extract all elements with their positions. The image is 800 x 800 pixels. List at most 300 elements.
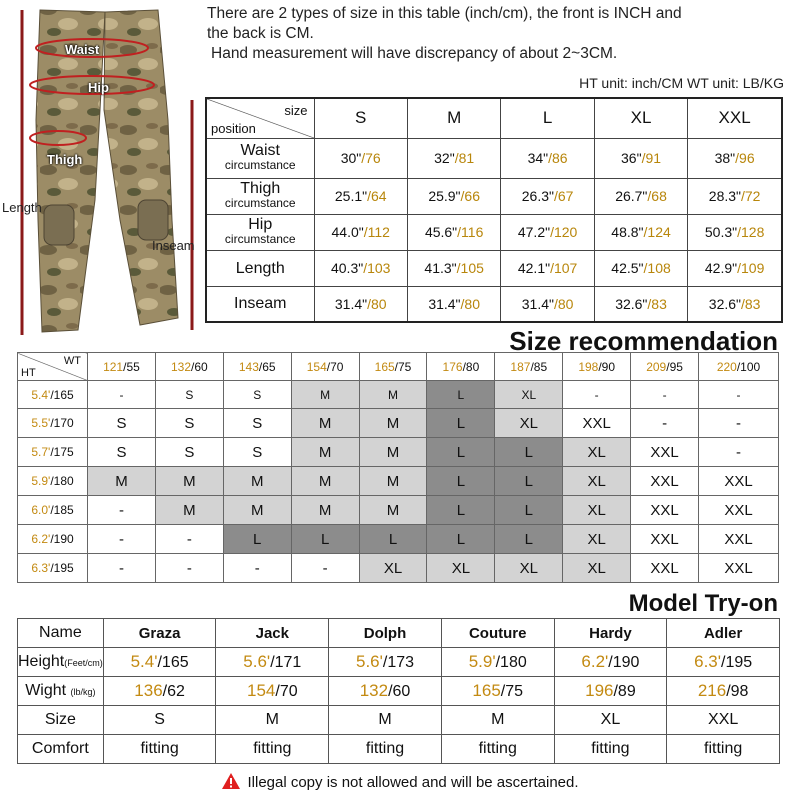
size-value-cell: [314, 214, 407, 250]
weight-lb: 132: [359, 681, 389, 700]
inch-value: 47.2": [517, 224, 551, 240]
size-corner-cell: [206, 98, 314, 138]
height-header-cell: [18, 467, 88, 496]
cm-value: /112: [363, 224, 390, 240]
hip-label: Hip: [88, 80, 109, 95]
size-value-cell: [501, 214, 594, 250]
rec-corner-cell: [18, 353, 88, 381]
intro-text: [207, 4, 797, 64]
rec-size-cell: L: [427, 496, 495, 525]
weight-lb: 209: [646, 359, 667, 374]
rec-size-cell: S: [88, 409, 156, 438]
model-size: XL: [554, 706, 667, 735]
rec-row: [18, 525, 779, 554]
model-weight: [329, 677, 442, 706]
height-ft: 5.4': [130, 652, 158, 671]
intro-line-2: the back is CM.: [207, 25, 314, 42]
height-ft: 6.3': [694, 652, 722, 671]
rec-size-cell: XXL: [631, 467, 699, 496]
cm-value: /68: [647, 188, 667, 204]
rec-size-cell: XXL: [631, 496, 699, 525]
rec-size-cell: S: [155, 381, 223, 409]
model-height: [667, 648, 780, 677]
rec-size-cell: M: [359, 467, 427, 496]
weight-header-cell: [223, 353, 291, 381]
weight-kg: /70: [326, 359, 344, 374]
inch-value: 48.8": [611, 224, 644, 240]
model-height: [329, 648, 442, 677]
height-header-cell: [18, 381, 88, 409]
size-row-label: [206, 138, 314, 178]
inch-value: 26.7": [615, 188, 648, 204]
model-comfort: fitting: [329, 735, 442, 764]
height-cm: /165: [50, 387, 74, 402]
rec-size-cell: L: [495, 496, 563, 525]
rec-size-cell: L: [427, 467, 495, 496]
height-header-cell: [18, 554, 88, 583]
model-name: Dolph: [329, 619, 442, 648]
rec-size-cell: L: [495, 525, 563, 554]
rec-size-cell: L: [359, 525, 427, 554]
model-height: [554, 648, 667, 677]
inch-value: 42.9": [704, 260, 738, 276]
model-height: [441, 648, 554, 677]
height-label-text: Height: [18, 653, 65, 670]
cm-value: /108: [643, 260, 671, 276]
inch-value: 31.4": [334, 295, 368, 312]
measure-sub: circumstance: [224, 158, 296, 172]
height-cm: /180: [495, 654, 527, 671]
warning-triangle-icon: [221, 772, 241, 794]
weight-lb: 196: [585, 681, 614, 700]
cm-value: /116: [457, 224, 484, 240]
height-cm: /171: [270, 654, 302, 671]
rec-size-cell: M: [359, 438, 427, 467]
model-comfort: fitting: [667, 735, 780, 764]
size-recommendation-title: Size recommendation: [509, 326, 778, 356]
height-ft: 6.2': [581, 652, 609, 671]
model-name-row: [18, 619, 780, 648]
rec-size-cell: M: [359, 409, 427, 438]
size-value-cell: [314, 178, 407, 214]
height-cm: /195: [721, 654, 753, 671]
measure-name: Hip: [248, 216, 273, 233]
model-weight: [441, 677, 554, 706]
rec-size-cell: M: [88, 467, 156, 496]
size-recommendation-table: [17, 352, 779, 583]
cm-value: /96: [735, 150, 755, 166]
weight-header-cell: [359, 353, 427, 381]
rec-size-cell: XL: [563, 525, 631, 554]
measure-name: Waist: [240, 142, 280, 159]
size-value-cell: [594, 214, 687, 250]
cm-value: /76: [361, 150, 381, 166]
model-height: [103, 648, 216, 677]
rec-size-cell: -: [631, 381, 699, 409]
rec-size-cell: XL: [563, 438, 631, 467]
rec-size-cell: XL: [563, 467, 631, 496]
cm-value: /83: [647, 295, 667, 312]
size-row-label: [206, 250, 314, 286]
rec-size-cell: -: [155, 525, 223, 554]
size-header-xl: XL: [594, 98, 687, 138]
measure-name: Inseam: [234, 295, 287, 313]
weight-lb: 165: [472, 681, 501, 700]
weight-label-text: Wight: [25, 682, 67, 699]
rec-size-cell: -: [699, 438, 779, 467]
cm-value: /64: [367, 188, 387, 204]
inseam-label: Inseam: [152, 238, 195, 253]
cm-value: /128: [737, 224, 765, 240]
inch-value: 40.3": [330, 260, 364, 276]
inch-value: 32.6": [615, 295, 648, 312]
rec-size-cell: XL: [563, 496, 631, 525]
corner-size-label: size: [284, 103, 308, 118]
length-label: Length: [2, 200, 42, 215]
rec-size-cell: S: [155, 438, 223, 467]
size-label: Size: [18, 706, 104, 735]
cm-value: /103: [363, 260, 391, 276]
weight-lb: 176: [442, 359, 463, 374]
weight-kg: /100: [736, 359, 761, 374]
height-cm: /190: [608, 654, 640, 671]
size-header-l: L: [501, 98, 594, 138]
size-row-length: [206, 250, 782, 286]
corner-wt-label: WT: [63, 355, 81, 367]
weight-kg: /62: [162, 683, 185, 700]
size-row-inseam: [206, 286, 782, 322]
rec-size-cell: XL: [495, 554, 563, 583]
weight-lb: 154: [306, 359, 327, 374]
height-header-cell: [18, 496, 88, 525]
height-header-cell: [18, 525, 88, 554]
weight-lb: 132: [170, 359, 191, 374]
rec-size-cell: -: [88, 381, 156, 409]
rec-size-cell: M: [155, 496, 223, 525]
measure-sub: circumstance: [224, 232, 296, 246]
weight-kg: /90: [598, 359, 616, 374]
weight-kg: /75: [500, 683, 524, 700]
size-value-cell: [314, 138, 407, 178]
height-cm: /175: [50, 445, 74, 459]
weight-kg: /60: [388, 683, 411, 700]
inch-value: 42.5": [611, 260, 644, 276]
rec-size-cell: -: [88, 554, 156, 583]
height-ft: 5.7': [31, 445, 51, 459]
model-comfort: fitting: [216, 735, 329, 764]
size-header-m: M: [407, 98, 500, 138]
height-ft: 6.0': [31, 503, 51, 517]
inch-value: 50.3": [704, 224, 738, 240]
rec-size-cell: S: [223, 438, 291, 467]
weight-header-cell: [291, 353, 359, 381]
weight-kg: /75: [394, 359, 412, 374]
comfort-label: Comfort: [18, 735, 104, 764]
rec-size-cell: XL: [495, 409, 563, 438]
weight-kg: /89: [613, 683, 636, 700]
weight-lb: 216: [697, 681, 727, 700]
inch-value: 38": [714, 150, 736, 166]
model-name: Hardy: [554, 619, 667, 648]
height-cm: /195: [50, 561, 74, 575]
weight-header-row: [18, 353, 779, 381]
weight-header-cell: [88, 353, 156, 381]
size-row-thigh: [206, 178, 782, 214]
weight-lb: 187: [510, 359, 531, 374]
height-label: [18, 648, 104, 677]
size-header-xxl: XXL: [688, 98, 782, 138]
weight-kg: /80: [462, 359, 480, 374]
height-ft: 6.2': [31, 532, 51, 546]
camo-pants-image: [0, 0, 205, 340]
rec-row: [18, 409, 779, 438]
rec-size-cell: S: [155, 409, 223, 438]
inch-value: 45.6": [424, 224, 458, 240]
model-tryon-table: [17, 618, 780, 764]
rec-size-cell: -: [291, 554, 359, 583]
cm-value: /91: [641, 150, 662, 166]
rec-size-cell: XXL: [631, 554, 699, 583]
size-value-cell: [407, 286, 500, 322]
rec-row: [18, 496, 779, 525]
cm-value: /80: [460, 295, 480, 312]
size-value-cell: [407, 250, 500, 286]
rec-size-cell: -: [563, 381, 631, 409]
measure-name: Thigh: [240, 180, 281, 197]
inch-value: 44.0": [331, 224, 364, 240]
model-name: Adler: [667, 619, 780, 648]
measure-sub: circumstance: [224, 196, 296, 210]
weight-lb: 165: [374, 359, 395, 374]
weight-header-cell: [155, 353, 223, 381]
weight-kg: /70: [275, 683, 298, 700]
rec-size-cell: XXL: [563, 409, 631, 438]
inch-value: 31.4": [521, 295, 554, 312]
rec-size-cell: L: [427, 525, 495, 554]
cm-value: /66: [460, 188, 480, 204]
intro-line-3: Hand measurement will have discrepancy of about 2~3CM.: [211, 45, 618, 62]
size-value-cell: [688, 178, 782, 214]
size-value-cell: [501, 138, 594, 178]
size-value-cell: [407, 214, 500, 250]
inch-value: 34": [527, 150, 549, 166]
model-comfort-row: [18, 735, 780, 764]
inch-value: 25.1": [334, 188, 368, 204]
height-cm: /165: [157, 654, 189, 671]
inch-value: 36": [621, 150, 642, 166]
model-comfort: fitting: [103, 735, 216, 764]
weight-lb: 143: [238, 359, 259, 374]
weight-header-cell: [427, 353, 495, 381]
rec-size-cell: M: [291, 467, 359, 496]
units-note: HT unit: inch/CM WT unit: LB/KG: [579, 75, 784, 91]
size-value-cell: [407, 138, 500, 178]
cm-value: /80: [367, 295, 387, 312]
model-size: XXL: [667, 706, 780, 735]
cm-value: /120: [550, 224, 578, 240]
size-table-body: [206, 138, 782, 322]
weight-header-cell: [495, 353, 563, 381]
inch-value: 30": [340, 150, 362, 166]
inch-value: 28.3": [708, 188, 741, 204]
cm-value: /124: [643, 224, 671, 240]
size-value-cell: [688, 214, 782, 250]
model-height-row: [18, 648, 780, 677]
rec-size-cell: L: [427, 381, 495, 409]
weight-kg: /95: [666, 359, 683, 374]
size-value-cell: [501, 178, 594, 214]
inch-value: 25.9": [428, 188, 461, 204]
size-header-row: [206, 98, 782, 138]
intro-line-1: There are 2 types of size in this table (inch/cm), the front is INCH and: [207, 5, 682, 22]
rec-size-cell: -: [223, 554, 291, 583]
rec-size-cell: M: [291, 496, 359, 525]
rec-size-cell: L: [495, 438, 563, 467]
model-height: [216, 648, 329, 677]
height-ft: 5.5': [31, 416, 51, 430]
rec-row: [18, 381, 779, 409]
model-weight: [103, 677, 216, 706]
size-value-cell: [594, 138, 687, 178]
size-value-cell: [688, 250, 782, 286]
rec-size-cell: -: [155, 554, 223, 583]
model-comfort: fitting: [554, 735, 667, 764]
rec-size-cell: L: [495, 467, 563, 496]
size-value-cell: [501, 286, 594, 322]
size-row-label: [206, 178, 314, 214]
inch-value: 32": [434, 150, 455, 166]
rec-size-cell: XXL: [699, 467, 779, 496]
rec-size-cell: S: [223, 381, 291, 409]
size-value-cell: [501, 250, 594, 286]
model-weight-row: [18, 677, 780, 706]
height-ft: 5.6': [243, 652, 271, 671]
size-row-label: [206, 214, 314, 250]
rec-size-cell: XXL: [699, 525, 779, 554]
height-ft: 5.9': [31, 474, 51, 488]
rec-size-cell: XL: [563, 554, 631, 583]
cm-value: /83: [741, 295, 761, 312]
model-size-row: [18, 706, 780, 735]
weight-lb: 220: [716, 359, 737, 374]
model-weight: [554, 677, 667, 706]
height-cm: /180: [50, 474, 74, 488]
rec-size-cell: XL: [427, 554, 495, 583]
rec-size-cell: M: [223, 467, 291, 496]
model-tryon-title: Model Try-on: [628, 590, 778, 617]
rec-size-cell: L: [291, 525, 359, 554]
inch-value: 42.1": [517, 260, 551, 276]
model-size: S: [103, 706, 216, 735]
cm-value: /105: [456, 260, 484, 276]
rec-row: [18, 554, 779, 583]
weight-kg: /98: [726, 683, 749, 700]
model-name: Jack: [216, 619, 329, 648]
inch-value: 41.3": [424, 260, 457, 276]
model-weight: [667, 677, 780, 706]
size-value-cell: [314, 286, 407, 322]
height-header-cell: [18, 409, 88, 438]
model-size: M: [329, 706, 442, 735]
weight-kg: /85: [530, 359, 548, 374]
height-cm: /173: [382, 654, 415, 671]
inch-value: 26.3": [521, 188, 554, 204]
weight-lb: 198: [578, 359, 599, 374]
cm-value: /72: [741, 188, 761, 204]
model-name: Couture: [441, 619, 554, 648]
rec-size-cell: -: [88, 496, 156, 525]
rec-size-cell: L: [427, 409, 495, 438]
rec-size-cell: L: [223, 525, 291, 554]
rec-row: [18, 438, 779, 467]
rec-table-body: [18, 381, 779, 583]
rec-size-cell: M: [359, 381, 427, 409]
weight-lb: 121: [103, 359, 124, 374]
height-cm: /190: [50, 532, 74, 546]
rec-size-cell: M: [291, 409, 359, 438]
size-value-cell: [594, 286, 687, 322]
rec-size-cell: XL: [495, 381, 563, 409]
rec-size-cell: XXL: [699, 554, 779, 583]
inch-value: 32.6": [708, 295, 741, 312]
weight-kg: /65: [258, 359, 276, 374]
weight-header-cell: [631, 353, 699, 381]
weight-lb: 154: [247, 681, 276, 700]
rec-size-cell: M: [359, 496, 427, 525]
size-row-label: [206, 286, 314, 322]
pants-illustration: [0, 0, 205, 340]
cm-value: /107: [550, 260, 578, 276]
weight-lb: 136: [134, 681, 163, 700]
rec-size-cell: -: [699, 381, 779, 409]
rec-size-cell: M: [223, 496, 291, 525]
copy-warning: [0, 772, 800, 794]
height-ft: 6.3': [31, 561, 51, 575]
height-unit: (Feet/cm): [64, 658, 103, 668]
weight-label: [18, 677, 104, 706]
size-value-cell: [594, 178, 687, 214]
rec-size-cell: L: [427, 438, 495, 467]
weight-kg: /60: [191, 359, 208, 374]
rec-size-cell: XXL: [631, 438, 699, 467]
weight-header-cell: [699, 353, 779, 381]
rec-size-cell: XL: [359, 554, 427, 583]
size-header-s: S: [314, 98, 407, 138]
model-weight: [216, 677, 329, 706]
size-row-waist: [206, 138, 782, 178]
thigh-label: Thigh: [47, 152, 83, 167]
corner-position-label: position: [211, 120, 256, 136]
height-ft: 5.6': [356, 652, 383, 671]
rec-size-cell: -: [631, 409, 699, 438]
height-ft: 5.4': [31, 387, 51, 402]
rec-size-cell: S: [88, 438, 156, 467]
inch-value: 31.4": [428, 295, 461, 312]
height-cm: /170: [50, 416, 74, 430]
size-chart-table: [205, 97, 783, 323]
size-value-cell: [688, 138, 782, 178]
corner-ht-label: HT: [21, 367, 36, 379]
weight-header-cell: [563, 353, 631, 381]
cm-value: /81: [454, 150, 475, 166]
rec-size-cell: XXL: [699, 496, 779, 525]
rec-size-cell: M: [291, 438, 359, 467]
waist-label: Waist: [65, 42, 100, 57]
name-label: Name: [18, 619, 104, 648]
cm-value: /109: [737, 260, 765, 276]
rec-size-cell: -: [88, 525, 156, 554]
warning-text: Illegal copy is not allowed and will be ascertained.: [247, 774, 579, 791]
